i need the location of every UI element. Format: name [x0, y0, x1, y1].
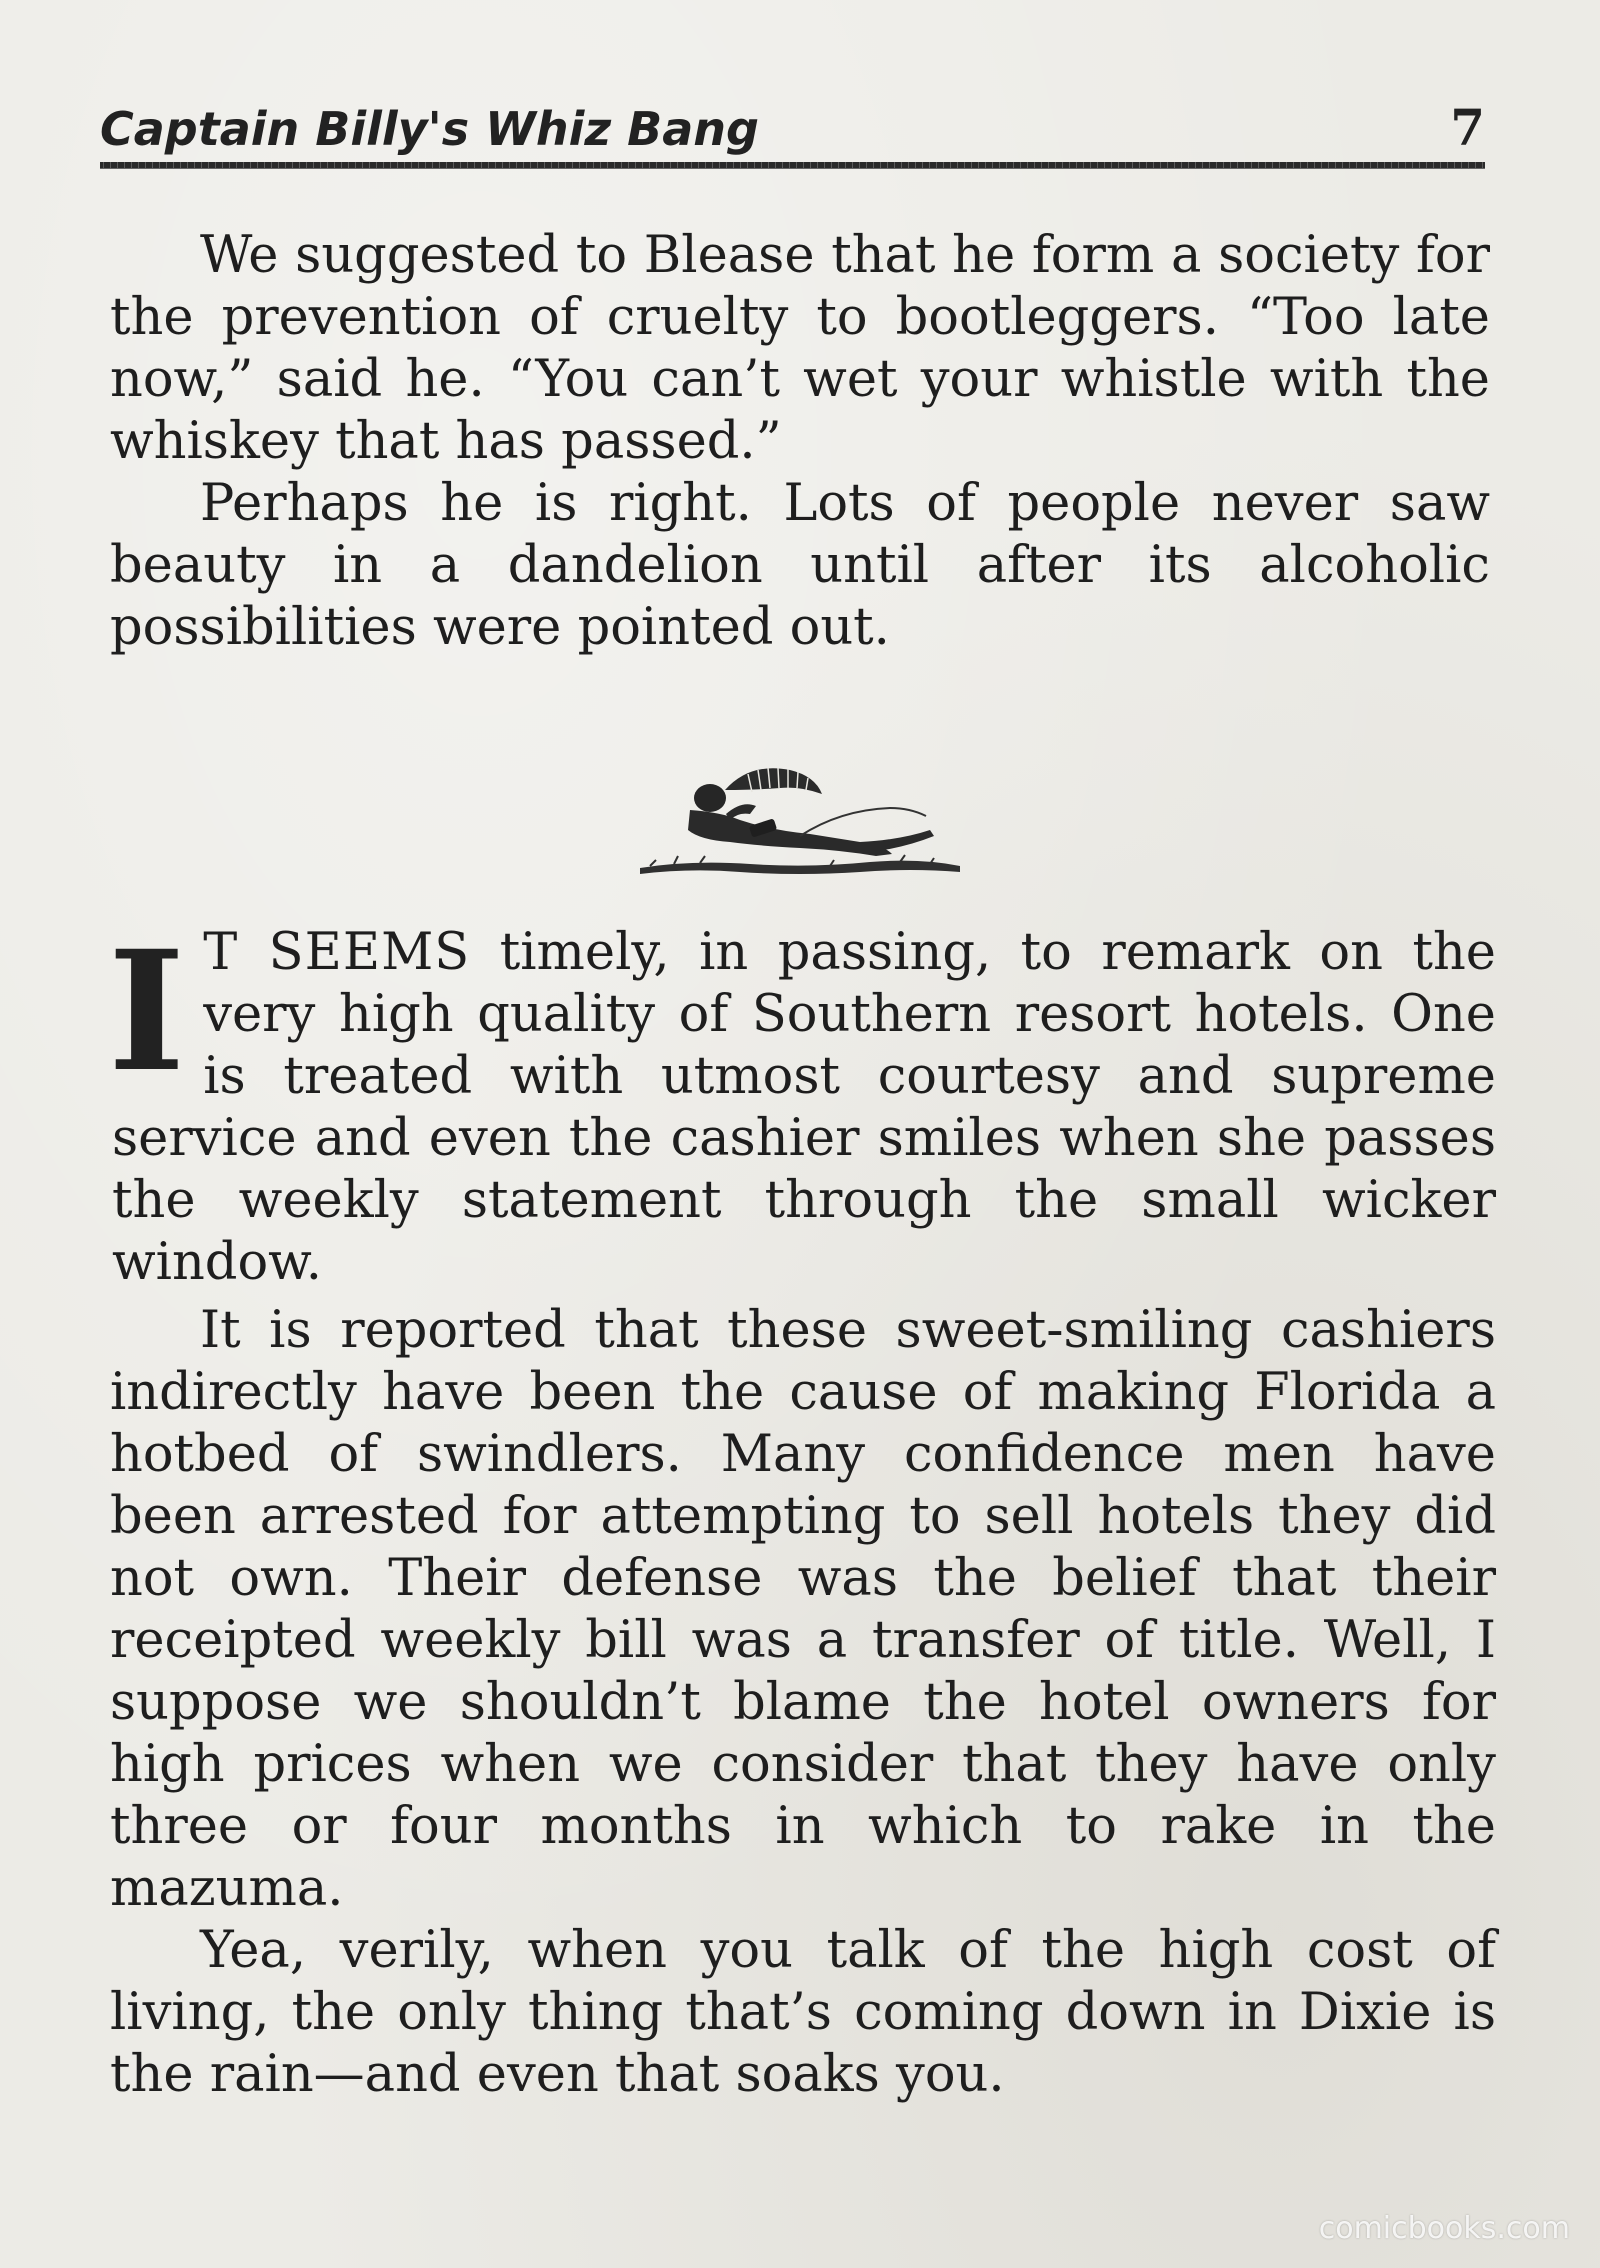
resort-hotels-item: [108, 914, 1496, 1294]
page-number: 7: [1450, 98, 1485, 157]
paragraph: It is reported that these sweet-smiling cashiers indirectly have been the cause of making Florida a hotbed of swindlers. Many confidence men have been arrested for attempting to sell hotels they did not own. Their defense was the belief that their receipted weekly bill was a transfer of title. Well, I suppose we shouldn’t blame the hotel owners for high prices when we consider that they have only three or four months in which to rake in the mazuma.: [110, 1301, 1496, 1918]
drop-cap: I: [108, 914, 186, 1108]
lead-text: timely, in passing, to remark on the very high quality of Southern resort hotels. One is treated with utmost courtesy and supreme service and even the cashier smiles when she passes the weekly statement through the small wicker window.: [112, 923, 1496, 1292]
blease-item: [110, 225, 1490, 659]
reclining-figure-ornament-icon: [630, 750, 970, 890]
resort-hotels-continued: [110, 1300, 1496, 2106]
magazine-title: Captain Billy's Whiz Bang: [100, 102, 759, 156]
paragraph: Yea, verily, when you talk of the high cost of living, the only thing that’s coming down in Dixie is the rain—and even that soaks you.: [110, 1921, 1496, 2104]
running-header: [100, 98, 1485, 160]
paragraph: We suggested to Blease that he form a society for the prevention of cruelty to bootleggers. “Too late now,” said he. “You can’t wet your whistle with the whiskey that has passed.”: [110, 226, 1490, 471]
lead-caps: T SEEMS: [203, 923, 471, 982]
header-rule: [100, 162, 1485, 169]
lead-paragraph: [108, 914, 1496, 1294]
watermark: comicbooks.com: [1318, 2211, 1570, 2246]
paragraph: Perhaps he is right. Lots of people never saw beauty in a dandelion until after its alcoholic possibilities were pointed out.: [110, 474, 1490, 657]
